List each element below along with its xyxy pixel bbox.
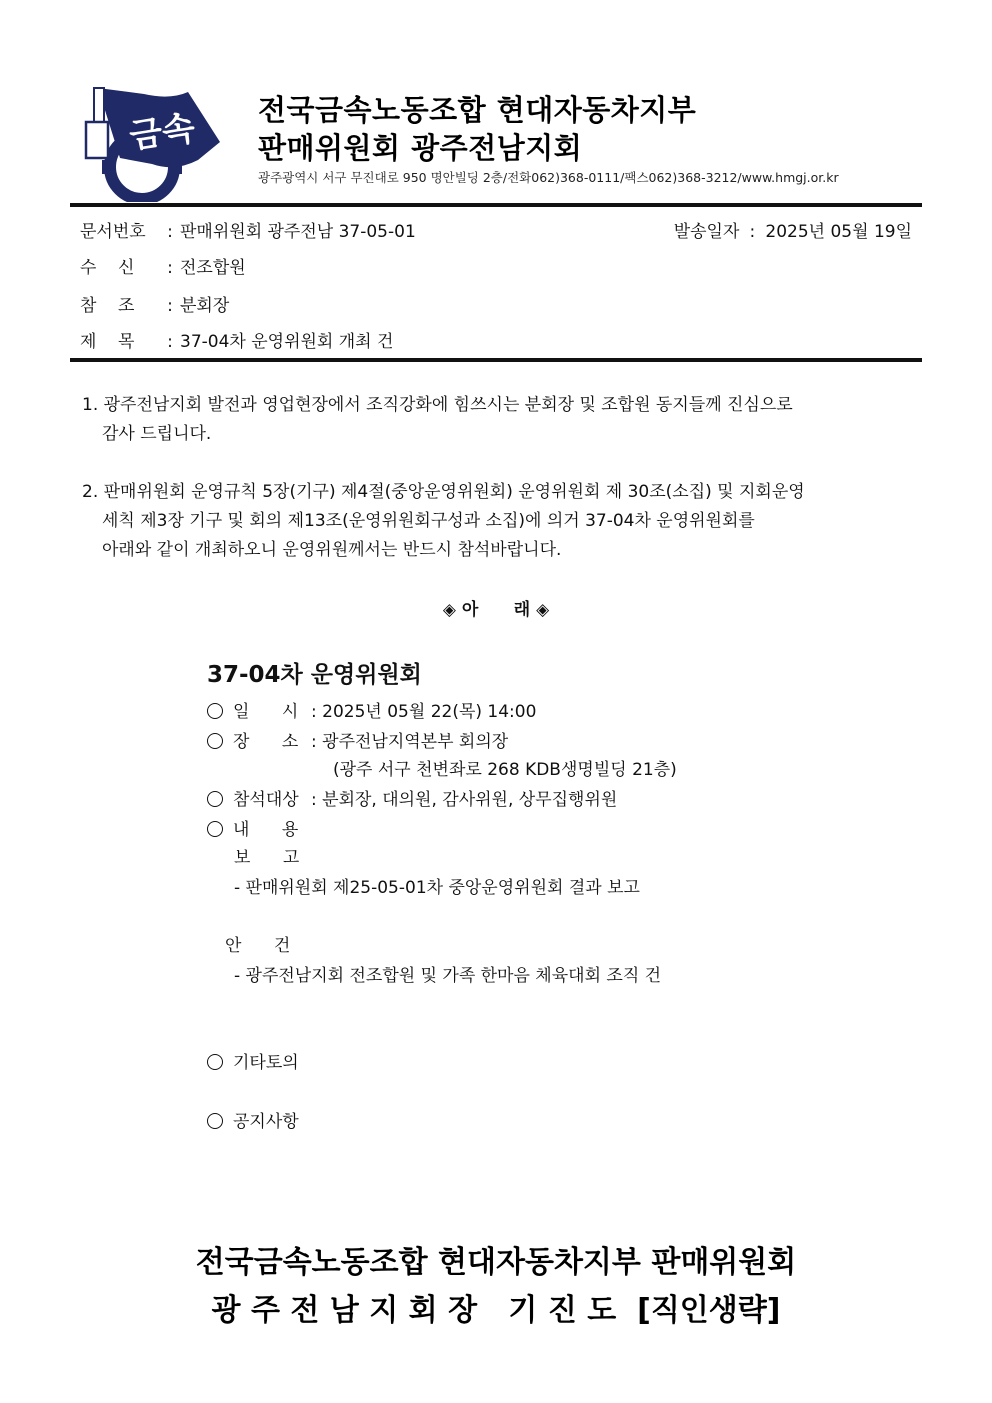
signature-org: 전국금속노동조합 현대자동차지부 판매위원회 [195,1245,797,1280]
report-item: - 판매위원회 제25-05-01차 중앙운영위원회 결과 보고 [234,878,640,898]
send-date-row [674,217,912,242]
attendees-item [207,785,617,810]
content-item [207,815,298,840]
recipient-row [80,253,246,278]
doc-number-value: 판매위원회 광주전남 37-05-01 [180,222,416,242]
address-line: 광주광역시 서구 무진대로 950 명안빌딩 2층/전화062)368-0111/팩스062)368-3212/www.hmgj.or.kr [258,170,839,185]
meeting-place-detail: (광주 서구 천변좌로 268 KDB생명빌딩 21층) [333,760,677,780]
subject-value: 37-04차 운영위원회 개최 건 [180,332,394,352]
separator: : [167,222,173,242]
agenda-heading: 안 건 [225,936,291,956]
reference-row [80,291,229,316]
announcements-label: 공지사항 [233,1112,299,1132]
paragraph-2 [82,478,912,565]
announcements-item [207,1107,299,1132]
meeting-place-item [207,727,508,752]
paragraph-2-line-1: 2. 판매위원회 운영규칙 5장(기구) 제4절(중앙운영위원회) 운영위원회 제 30조(소집) 및 지회운영 [82,482,805,502]
meeting-place-value: 광주전남지역본부 회의장 [322,732,509,752]
subject-label: 제 목 [80,332,135,352]
circle-bullet-icon [207,791,223,807]
paragraph-2-line-2: 세칙 제3장 기구 및 회의 제13조(운영위원회구성과 소집)에 의거 37-04차 운영위원회를 [102,511,755,531]
org-name-line2: 판매위원회 광주전남지회 [258,131,583,165]
header-divider [70,203,922,207]
paragraph-1-line-1: 1. 광주전남지회 발전과 영업현장에서 조직강화에 힘쓰시는 분회장 및 조합원 동지들께 진심으로 [82,395,793,415]
meeting-date-value: 2025년 05월 22(목) 14:00 [322,702,537,722]
org-name-line1: 전국금속노동조합 현대자동차지부 [258,93,697,127]
attendees-label: 참석대상 [233,790,299,810]
doc-number-label: 문서번호 [80,222,146,242]
recipient-label: 수 신 [80,258,135,278]
separator: : [167,258,173,278]
send-date-value: 2025년 05월 19일 [765,222,912,242]
doc-number-row [80,217,416,242]
logo-text: 금속 [126,108,198,158]
recipient-value: 전조합원 [180,258,246,278]
content-label: 내 용 [233,820,299,840]
separator: : [311,790,317,810]
union-logo [80,82,230,202]
paragraph-2-line-3: 아래와 같이 개최하오니 운영위원께서는 반드시 참석바랍니다. [102,540,562,560]
report-heading: 보 고 [234,848,300,868]
circle-bullet-icon [207,1113,223,1129]
meeting-date-item [207,697,536,722]
meta-divider [70,358,922,362]
reference-value: 분회장 [180,296,230,316]
separator: : [311,732,317,752]
meeting-date-label: 일 시 [233,702,299,722]
notice-heading: ◈ 아 래 ◈ [442,600,550,620]
fist-icon [86,122,108,158]
paragraph-1-line-2: 감사 드립니다. [102,424,212,444]
subject-row [80,327,393,352]
circle-bullet-icon [207,733,223,749]
circle-bullet-icon [207,821,223,837]
agenda-item: - 광주전남지회 전조합원 및 가족 한마음 체육대회 조직 건 [234,966,662,986]
paragraph-1 [82,391,912,449]
separator: : [311,702,317,722]
attendees-value: 분회장, 대의원, 감사위원, 상무집행위원 [322,790,618,810]
meeting-title: 37-04차 운영위원회 [207,662,422,688]
reference-label: 참 조 [80,296,135,316]
send-date-label: 발송일자 [673,222,740,242]
separator: : [749,222,756,242]
signature-name: 광 주 전 남 지 회 장 기 진 도 [직인생략] [211,1293,781,1328]
circle-bullet-icon [207,703,223,719]
separator: : [167,332,173,352]
other-discussion-label: 기타토의 [233,1053,299,1073]
circle-bullet-icon [207,1054,223,1070]
meeting-place-label: 장 소 [233,732,299,752]
separator: : [167,296,173,316]
other-discussion-item [207,1048,299,1073]
